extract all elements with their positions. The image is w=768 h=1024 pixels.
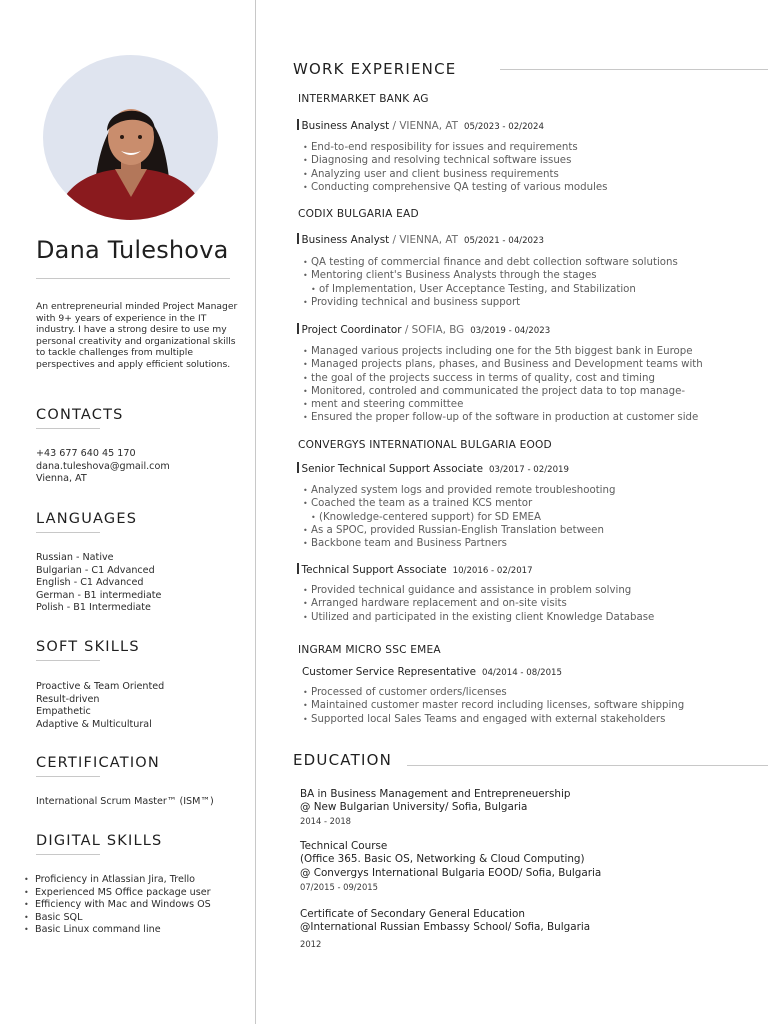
digital-skills-list xyxy=(24,874,239,937)
role-dates: 04/2014 - 08/2015 xyxy=(482,668,562,678)
soft-skills-list xyxy=(36,681,251,731)
contacts-list xyxy=(36,448,251,486)
languages-list xyxy=(36,552,251,615)
duty-item: • Managed various projects including one for the 5th biggest bank in Europe xyxy=(303,345,765,358)
duty-item-continued: • ment and steering committee xyxy=(303,398,765,411)
education-dates: 07/2015 - 09/2015 xyxy=(300,882,378,892)
company-name: INTERMARKET BANK AG xyxy=(298,93,429,105)
profile-name: Dana Tuleshova xyxy=(36,236,229,264)
soft-skill-item: Proactive & Team Oriented xyxy=(36,681,165,692)
certification-list xyxy=(36,796,251,809)
role-duties xyxy=(303,584,765,624)
contacts-divider xyxy=(36,428,100,429)
role-location: / SOFIA, BG xyxy=(401,324,465,336)
duty-item: • Ensured the proper follow-up of the software in production at customer side xyxy=(303,411,765,424)
role-marker xyxy=(297,119,299,130)
language-item: English - C1 Advanced xyxy=(36,577,144,589)
sidebar xyxy=(0,0,256,1024)
duty-item: • Providing technical and business support xyxy=(303,296,765,309)
duty-item: • Provided technical guidance and assistance in problem solving xyxy=(303,584,765,597)
duty-item-continued: • Backbone team and Business Partners xyxy=(303,537,765,550)
contact-email[interactable]: dana.tuleshova@gmail.com xyxy=(36,460,170,472)
role-dates: 05/2021 - 04/2023 xyxy=(463,236,544,246)
role-dates: 05/2023 - 02/2024 xyxy=(463,122,544,132)
work-experience-heading: WORK EXPERIENCE xyxy=(293,60,457,78)
soft-skills-heading: SOFT SKILLS xyxy=(36,639,140,655)
name-divider xyxy=(36,278,230,279)
company-name: INGRAM MICRO SSC EMEA xyxy=(298,644,441,656)
role-title: Customer Service Representative xyxy=(302,666,476,678)
role-title: Technical Support Associate xyxy=(301,564,447,576)
duty-item: • QA testing of commercial finance and debt collection software solutions xyxy=(303,256,765,269)
digital-skills-divider xyxy=(36,854,100,855)
company-name: CONVERGYS INTERNATIONAL BULGARIA EOOD xyxy=(298,439,552,451)
certification-divider xyxy=(36,776,100,777)
duty-item: • Utilized and participated in the existing client Knowledge Database xyxy=(303,611,765,624)
job-role xyxy=(297,462,569,475)
profile-photo xyxy=(43,55,218,220)
role-dates: 10/2016 - 02/2017 xyxy=(452,566,533,576)
duty-item: • Conducting comprehensive QA testing of various modules xyxy=(303,181,765,194)
job-role xyxy=(302,666,562,678)
certification-item: International Scrum Master™ (ISM™) xyxy=(36,796,214,807)
role-title: Business Analyst xyxy=(301,234,390,246)
language-item: Bulgarian - C1 Advanced xyxy=(36,564,155,576)
education-line: @International Russian Embassy School/ Sofia, Bulgaria xyxy=(300,921,591,934)
job-role xyxy=(297,563,533,576)
duty-item: • Managed projects plans, phases, and Business and Development teams with xyxy=(303,358,765,371)
duty-item-continued: • the goal of the projects success in terms of quality, cost and timing xyxy=(303,372,765,385)
role-duties xyxy=(303,345,765,425)
education-dates: 2012 xyxy=(300,939,322,949)
duty-item: • Diagnosing and resolving technical software issues xyxy=(303,154,765,167)
education-divider xyxy=(407,765,768,766)
languages-divider xyxy=(36,532,100,533)
role-duties xyxy=(303,686,765,726)
digital-skill-item: • Basic SQL xyxy=(24,912,239,925)
duty-item: • Mentoring client's Business Analysts through the stages xyxy=(303,269,765,282)
role-dates: 03/2019 - 04/2023 xyxy=(470,326,551,336)
soft-skill-item: Empathetic xyxy=(36,706,91,718)
digital-skill-item: • Efficiency with Mac and Windows OS xyxy=(24,899,239,912)
duty-item: • Processed of customer orders/licenses xyxy=(303,686,765,699)
role-duties xyxy=(303,256,765,309)
role-duties xyxy=(303,141,765,194)
education-heading: EDUCATION xyxy=(293,751,392,769)
language-item: Polish - B1 Intermediate xyxy=(36,602,151,614)
duty-item-continued: • of Implementation, User Acceptance Testing, and Stabilization xyxy=(303,283,765,296)
duty-item: • Arranged hardware replacement and on-site visits xyxy=(303,597,765,610)
education-line: (Office 365. Basic OS, Networking & Cloud Computing) xyxy=(300,853,585,866)
role-location: / VIENNA, AT xyxy=(389,120,458,132)
role-marker xyxy=(297,233,299,244)
digital-skill-item: • Basic Linux command line xyxy=(24,924,239,937)
duty-item: • Analyzed system logs and provided remote troubleshooting xyxy=(303,484,765,497)
digital-skill-item: • Experienced MS Office package user xyxy=(24,887,239,900)
digital-skill-item: • Proficiency in Atlassian Jira, Trello xyxy=(24,874,239,887)
portrait-illustration xyxy=(43,55,218,220)
role-location: / VIENNA, AT xyxy=(389,234,458,246)
soft-skills-divider xyxy=(36,660,100,661)
contact-location: Vienna, AT xyxy=(36,473,87,485)
duty-item: • Monitored, controled and communicated the project data to top manage- xyxy=(303,385,765,398)
contacts-heading: CONTACTS xyxy=(36,407,124,423)
language-item: Russian - Native xyxy=(36,552,114,563)
soft-skill-item: Adaptive & Multicultural xyxy=(36,718,152,730)
education-line: Certificate of Secondary General Education xyxy=(300,908,525,920)
role-title: Senior Technical Support Associate xyxy=(301,463,484,475)
duty-item: • As a SPOC, provided Russian-English Translation between xyxy=(303,524,765,537)
work-experience-divider xyxy=(500,69,768,70)
education-line: Technical Course xyxy=(300,840,388,852)
education-dates: 2014 - 2018 xyxy=(300,816,351,826)
duty-item: • Analyzing user and client business requirements xyxy=(303,168,765,181)
job-role xyxy=(297,323,550,336)
company-name: CODIX BULGARIA EAD xyxy=(298,208,419,220)
education-line: BA in Business Management and Entrepreneuership xyxy=(300,788,571,800)
role-marker xyxy=(297,563,299,574)
duty-item: • Coached the team as a trained KCS mentor xyxy=(303,497,765,510)
education-line: @ Convergys International Bulgaria EOOD/ Sofia, Bulgaria xyxy=(300,866,602,879)
digital-skills-heading: DIGITAL SKILLS xyxy=(36,833,163,849)
education-entry xyxy=(300,840,601,880)
profile-intro: An entrepreneurial minded Project Manager with 9+ years of experience in the IT industry. I have a strong desire to use my personal creativity and organizational skills to tackle challenges from multiple perspectives and apply efficient solutions. xyxy=(36,301,238,370)
duty-item: • Supported local Sales Teams and engaged with external stakeholders xyxy=(303,713,765,726)
language-item: German - B1 intermediate xyxy=(36,589,162,601)
job-role xyxy=(297,233,544,246)
role-dates: 03/2017 - 02/2019 xyxy=(489,465,569,475)
job-role xyxy=(297,119,544,132)
soft-skill-item: Result-driven xyxy=(36,693,100,705)
duty-item: • End-to-end resposibility for issues and requirements xyxy=(303,141,765,154)
duty-item: • Maintained customer master record including licenses, software shipping xyxy=(303,699,765,712)
languages-heading: LANGUAGES xyxy=(36,511,138,527)
duty-item-continued: • (Knowledge-centered support) for SD EMEA xyxy=(303,511,765,524)
contact-phone[interactable]: +43 677 640 45 170 xyxy=(36,448,136,459)
education-entry xyxy=(300,788,570,815)
role-marker xyxy=(297,323,299,334)
certification-heading: CERTIFICATION xyxy=(36,755,160,771)
role-title: Project Coordinator xyxy=(301,324,402,336)
role-marker xyxy=(297,462,299,473)
role-duties xyxy=(303,484,765,550)
education-line: @ New Bulgarian University/ Sofia, Bulgaria xyxy=(300,801,528,814)
role-title: Business Analyst xyxy=(301,120,390,132)
education-entry xyxy=(300,908,590,935)
